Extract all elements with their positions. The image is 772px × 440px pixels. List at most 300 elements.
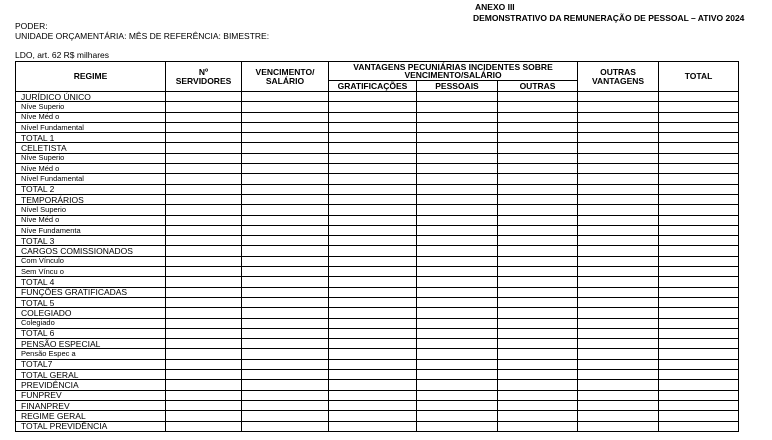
table-cell [578,400,659,410]
col-header-servidores: Nº SERVIDORES [166,62,242,92]
table-cell [659,380,739,390]
table-cell [166,122,242,132]
table-cell [417,297,498,307]
table-cell [659,318,739,328]
row-label: Níve Superio [16,153,166,163]
table-row [16,225,739,235]
table-cell [417,143,498,153]
table-cell [417,164,498,174]
table-cell [242,102,329,112]
table-row [16,359,739,369]
table-cell [578,267,659,277]
table-cell [417,370,498,380]
table-cell [578,328,659,338]
table-row [16,246,739,256]
table-cell [498,246,578,256]
table-row [16,421,739,431]
table-cell [578,184,659,194]
table-cell [498,256,578,266]
table-cell [166,308,242,318]
table-cell [498,328,578,338]
table-cell [417,122,498,132]
table-cell [242,92,329,102]
table-cell [498,164,578,174]
table-row [16,349,739,359]
table-cell [578,153,659,163]
table-cell [329,359,417,369]
table-cell [578,277,659,287]
table-cell [578,339,659,349]
table-row [16,297,739,307]
table-cell [329,92,417,102]
table-cell [166,390,242,400]
table-cell [166,349,242,359]
col-header-vantagens: VANTAGENS PECUNIÁRIAS INCIDENTES SOBRE VENCIMENTO/SALÁRIO [329,62,578,81]
table-row [16,256,739,266]
table-cell [659,421,739,431]
row-label: TOTAL7 [16,359,166,369]
table-row [16,287,739,297]
table-cell [166,267,242,277]
unidade-label: UNIDADE ORÇAMENTÁRIA: MÊS DE REFERÊNCIA: BIMESTRE: [15,31,270,41]
table-cell [659,277,739,287]
table-cell [659,122,739,132]
poder-label: PODER: [15,21,48,31]
row-label: Colegiado [16,318,166,328]
table-cell [242,153,329,163]
table-cell [329,339,417,349]
table-cell [498,215,578,225]
table-cell [166,256,242,266]
row-label: Níve Méd o [16,215,166,225]
table-cell [242,328,329,338]
table-cell [329,277,417,287]
table-cell [578,318,659,328]
table-cell [659,370,739,380]
table-cell [329,370,417,380]
table-cell [498,225,578,235]
row-label: TEMPORÁRIOS [16,194,166,204]
table-cell [417,308,498,318]
table-cell [242,287,329,297]
table-cell [659,390,739,400]
table-cell [498,267,578,277]
table-cell [417,318,498,328]
row-label: FINANPREV [16,400,166,410]
table-cell [659,359,739,369]
table-cell [417,339,498,349]
row-label: Sem Víncu o [16,267,166,277]
table-cell [166,225,242,235]
table-cell [242,143,329,153]
table-cell [498,174,578,184]
table-cell [659,174,739,184]
table-row [16,205,739,215]
table-cell [166,318,242,328]
table-cell [329,215,417,225]
table-row [16,236,739,246]
row-label: Pensão Espec a [16,349,166,359]
table-cell [417,112,498,122]
table-cell [659,184,739,194]
ldo-note: LDO, art. 62 R$ milhares [15,50,110,60]
table-cell [242,225,329,235]
table-cell [578,133,659,143]
table-cell [498,359,578,369]
table-cell [498,205,578,215]
table-cell [659,411,739,421]
table-cell [578,194,659,204]
table-cell [659,225,739,235]
table-cell [166,205,242,215]
table-cell [498,102,578,112]
row-label: CARGOS COMISSIONADOS [16,246,166,256]
table-row [16,112,739,122]
table-row [16,153,739,163]
table-cell [329,194,417,204]
table-row [16,308,739,318]
table-row [16,164,739,174]
table-cell [578,225,659,235]
table-cell [578,143,659,153]
row-label: PREVIDÊNCIA [16,380,166,390]
table-cell [578,256,659,266]
table-cell [329,133,417,143]
table-row [16,133,739,143]
table-row [16,92,739,102]
table-cell [659,143,739,153]
row-label: Nível Fundamental [16,174,166,184]
table-cell [498,122,578,132]
table-cell [498,277,578,287]
table-cell [498,143,578,153]
table-cell [659,308,739,318]
table-row [16,215,739,225]
row-label: FUNÇÕES GRATIFICADAS [16,287,166,297]
table-cell [166,102,242,112]
table-cell [329,411,417,421]
table-cell [329,102,417,112]
table-cell [659,194,739,204]
row-label: Com Vínculo [16,256,166,266]
row-label: JURÍDICO ÚNICO [16,92,166,102]
table-cell [417,359,498,369]
row-label: FUNPREV [16,390,166,400]
table-cell [498,194,578,204]
table-cell [417,246,498,256]
table-cell [417,328,498,338]
table-cell [166,287,242,297]
col-header-outras: OUTRAS [498,81,578,92]
remuneration-table [15,61,739,432]
table-cell [498,236,578,246]
col-header-vencimento: VENCIMENTO/ SALÁRIO [242,62,329,92]
table-row [16,339,739,349]
table-cell [417,277,498,287]
table-cell [329,122,417,132]
table-row [16,390,739,400]
table-cell [329,349,417,359]
table-cell [498,339,578,349]
table-cell [417,256,498,266]
table-cell [659,102,739,112]
table-cell [498,390,578,400]
table-cell [417,215,498,225]
table-cell [166,133,242,143]
table-cell [417,349,498,359]
table-cell [329,143,417,153]
table-row [16,102,739,112]
col-header-pessoais: PESSOAIS [417,81,498,92]
table-cell [578,349,659,359]
table-cell [417,205,498,215]
table-row [16,267,739,277]
table-cell [417,267,498,277]
table-row [16,318,739,328]
table-cell [659,236,739,246]
table-cell [578,236,659,246]
table-cell [166,143,242,153]
table-row [16,174,739,184]
table-cell [166,380,242,390]
table-cell [578,411,659,421]
table-cell [242,205,329,215]
table-cell [242,184,329,194]
table-cell [578,390,659,400]
table-cell [498,400,578,410]
table-cell [417,102,498,112]
document-title: DEMONSTRATIVO DA REMUNERAÇÃO DE PESSOAL – ATIVO 2024 [473,13,745,23]
table-cell [166,421,242,431]
table-cell [242,215,329,225]
table-row [16,277,739,287]
table-cell [329,164,417,174]
table-row [16,370,739,380]
row-label: TOTAL 3 [16,236,166,246]
table-cell [659,297,739,307]
table-row [16,411,739,421]
table-cell [242,112,329,122]
table-cell [242,411,329,421]
row-label: Nível Superio [16,205,166,215]
table-cell [578,164,659,174]
table-cell [329,328,417,338]
table-cell [329,112,417,122]
table-cell [417,184,498,194]
table-cell [417,236,498,246]
table-cell [329,287,417,297]
row-label: TOTAL 2 [16,184,166,194]
table-row [16,328,739,338]
row-label: CELETISTA [16,143,166,153]
table-cell [417,380,498,390]
table-cell [417,153,498,163]
table-cell [417,411,498,421]
table-cell [498,184,578,194]
table-cell [578,246,659,256]
row-label: Níve Fundamenta [16,225,166,235]
table-cell [659,153,739,163]
table-cell [242,339,329,349]
col-header-total: TOTAL [659,62,739,92]
table-cell [578,380,659,390]
table-cell [417,390,498,400]
table-cell [166,153,242,163]
table-row [16,122,739,132]
table-cell [659,287,739,297]
table-cell [417,225,498,235]
row-label: TOTAL GERAL [16,370,166,380]
table-cell [417,174,498,184]
row-label: Níve Méd o [16,164,166,174]
table-cell [659,256,739,266]
table-cell [242,133,329,143]
table-cell [242,318,329,328]
table-cell [242,122,329,132]
table-cell [578,359,659,369]
row-label: COLEGIADO [16,308,166,318]
table-cell [242,194,329,204]
table-cell [659,349,739,359]
table-cell [659,164,739,174]
table-cell [242,421,329,431]
table-cell [329,318,417,328]
table-cell [659,246,739,256]
table-cell [166,236,242,246]
table-cell [578,122,659,132]
table-cell [166,277,242,287]
table-cell [578,421,659,431]
table-cell [329,400,417,410]
table-cell [417,287,498,297]
table-cell [242,277,329,287]
table-row [16,143,739,153]
table-cell [242,308,329,318]
table-cell [242,246,329,256]
table-cell [659,205,739,215]
col-header-outras-vantagens: OUTRAS VANTAGENS [578,62,659,92]
table-cell [329,297,417,307]
table-cell [329,380,417,390]
table-cell [242,390,329,400]
table-cell [242,236,329,246]
table-cell [659,215,739,225]
table-cell [417,92,498,102]
table-row [16,184,739,194]
annex-number: ANEXO III [475,2,515,12]
table-cell [166,339,242,349]
table-cell [166,92,242,102]
table-cell [329,267,417,277]
table-cell [578,102,659,112]
table-cell [242,400,329,410]
table-cell [166,215,242,225]
table-cell [329,205,417,215]
table-cell [242,297,329,307]
table-cell [242,349,329,359]
table-cell [329,390,417,400]
table-cell [498,287,578,297]
table-cell [578,370,659,380]
table-cell [578,215,659,225]
row-label: TOTAL 1 [16,133,166,143]
table-cell [578,112,659,122]
table-cell [498,421,578,431]
table-cell [417,194,498,204]
row-label: TOTAL 6 [16,328,166,338]
table-cell [659,267,739,277]
table-cell [329,308,417,318]
table-cell [242,359,329,369]
table-cell [498,308,578,318]
table-cell [166,328,242,338]
table-cell [498,411,578,421]
table-row [16,380,739,390]
table-cell [329,174,417,184]
table-cell [329,246,417,256]
table-cell [417,133,498,143]
table-cell [578,297,659,307]
table-cell [578,92,659,102]
table-cell [578,205,659,215]
table-cell [329,236,417,246]
row-label: REGIME GERAL [16,411,166,421]
table-cell [417,421,498,431]
table-row [16,194,739,204]
table-cell [329,184,417,194]
table-cell [166,297,242,307]
table-cell [242,380,329,390]
table-cell [242,256,329,266]
table-cell [166,174,242,184]
table-row [16,400,739,410]
table-cell [329,256,417,266]
table-cell [166,184,242,194]
table-cell [578,174,659,184]
table-cell [329,421,417,431]
table-cell [166,400,242,410]
row-label: Níve Superio [16,102,166,112]
col-header-gratificacoes: GRATIFICAÇÕES [329,81,417,92]
row-label: TOTAL 4 [16,277,166,287]
table-cell [166,246,242,256]
table-cell [659,133,739,143]
table-cell [242,267,329,277]
row-label: TOTAL PREVIDÊNCIA [16,421,166,431]
table-cell [498,92,578,102]
table-cell [498,112,578,122]
table-cell [498,349,578,359]
row-label: Níve Méd o [16,112,166,122]
table-cell [498,380,578,390]
row-label: TOTAL 5 [16,297,166,307]
table-cell [329,153,417,163]
table-cell [498,153,578,163]
table-cell [166,112,242,122]
table-cell [659,92,739,102]
table-cell [417,400,498,410]
table-cell [578,308,659,318]
table-cell [498,370,578,380]
table-cell [498,297,578,307]
table-cell [578,287,659,297]
table-cell [659,339,739,349]
table-cell [659,328,739,338]
table-cell [659,112,739,122]
table-cell [242,174,329,184]
table-cell [166,411,242,421]
table-cell [166,370,242,380]
